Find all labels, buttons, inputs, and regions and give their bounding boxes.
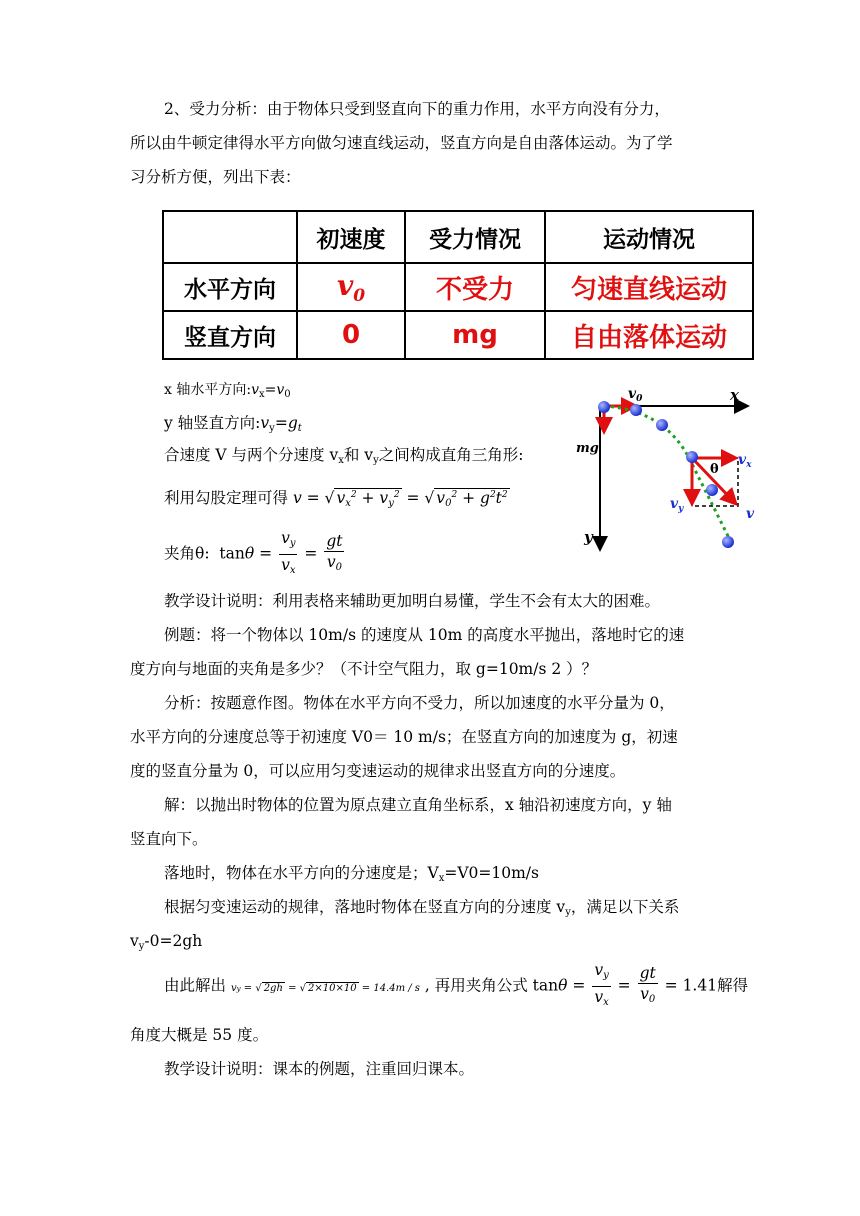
para1-line1: 2、受力分析：由于物体只受到竖直向下的重力作用，水平方向没有分力， bbox=[164, 100, 670, 118]
degree-line: 角度大概是 55 度。 bbox=[130, 1026, 269, 1044]
table-header-force: 受力情况 bbox=[405, 211, 545, 263]
note2: 教学设计说明：课本的例题，注重回归课本。 bbox=[164, 1060, 475, 1078]
example-line1: 例题：将一个物体以 10m/s 的速度从 10m 的高度水平抛出，落地时它的速 bbox=[164, 626, 685, 644]
table-header-v0: 初速度 bbox=[297, 211, 405, 263]
angle-line: 夹角θ: tanθ = $\frac{v_y}{v_x}$ = $\frac{gt}{v_0}$ bbox=[164, 529, 343, 576]
vy-label: $v_y$ bbox=[670, 496, 684, 514]
ball bbox=[686, 451, 698, 463]
table-header-motion: 运动情况 bbox=[545, 211, 753, 263]
para1-line2: 所以由牛顿定律得水平方向做匀速直线运动，竖直方向是自由落体运动。为了学 bbox=[130, 134, 673, 152]
note1: 教学设计说明：利用表格来辅助更加明白易懂，学生不会有太大的困难。 bbox=[164, 592, 661, 610]
combined-line: 合速度 V 与两个分速度 $v_x$和 $v_y$之间构成直角三角形: bbox=[164, 446, 524, 466]
table-cell-v0: 0 bbox=[297, 311, 405, 359]
analysis-line1: 分析：按题意作图。物体在水平方向不受力，所以加速度的水平分量为 0， bbox=[164, 694, 675, 712]
ball bbox=[598, 401, 610, 413]
theta-label: θ bbox=[710, 462, 719, 477]
landing-line: 落地时，物体在水平方向的分速度是；$V_x=V0=10m/s$ bbox=[164, 864, 539, 884]
motion-table bbox=[162, 210, 754, 360]
solution-line2: 竖直向下。 bbox=[130, 830, 208, 848]
y-axis-line: y 轴竖直方向$:v_y=g_t$ bbox=[164, 414, 302, 434]
x-axis-line: x 轴水平方向$:v_x=v_0$ bbox=[164, 382, 291, 400]
ball bbox=[630, 404, 642, 416]
y-label: y bbox=[584, 528, 593, 546]
table-row-label: 竖直方向 bbox=[163, 311, 297, 359]
v0-label: $v_0$ bbox=[628, 386, 643, 404]
analysis-line2: 水平方向的分速度总等于初速度 V0＝ 10 m/s；在竖直方向的加速度为 g，初速 bbox=[130, 728, 678, 746]
table-cell-v0: $v_0$ bbox=[297, 263, 405, 311]
ball bbox=[706, 484, 718, 496]
table-header-empty bbox=[163, 211, 297, 263]
table-cell-force: mg bbox=[405, 311, 545, 359]
pythagoras-line: 利用勾股定理可得 v = √ $v_x^2 + v_y^2$ = √ $v_0^2 + g^2t^2$ bbox=[164, 489, 508, 510]
solution-line1: 解：以抛出时物体的位置为原点建立直角坐标系，x 轴沿初速度方向，y 轴 bbox=[164, 796, 672, 814]
table-row-label: 水平方向 bbox=[163, 263, 297, 311]
ball bbox=[722, 536, 734, 548]
table-cell-force: 不受力 bbox=[405, 263, 545, 311]
rule-line1: 根据匀变速运动的规律，落地时物体在竖直方向的分速度 $v_y$，满足以下关系 bbox=[164, 898, 680, 918]
ball bbox=[656, 419, 668, 431]
table-cell-motion: 自由落体运动 bbox=[545, 311, 753, 359]
para1-line3: 习分析方便，列出下表： bbox=[130, 168, 301, 186]
v-label: v bbox=[746, 506, 755, 522]
x-label: x bbox=[730, 386, 739, 404]
rule-line2: $v_y-0=2gh$ bbox=[130, 932, 203, 952]
example-line2: 度方向与地面的夹角是多少？（不计空气阻力，取 g=10m/s 2 ）？ bbox=[130, 660, 598, 678]
projectile-diagram bbox=[570, 380, 770, 560]
solve-line: 由此解出 vy = √ 2gh = √ 2×10×10 = 14.4m / s , 再用夹角公式 tanθ = $\frac{v_y}{v_x}$ = $\frac{gt}{v_0}$ = 1.41解得 bbox=[164, 961, 749, 1008]
table-cell-motion: 匀速直线运动 bbox=[545, 263, 753, 311]
analysis-line3: 度的竖直分量为 0，可以应用匀变速运动的规律求出竖直方向的分速度。 bbox=[130, 762, 626, 780]
vx-label: $v_x$ bbox=[738, 452, 752, 470]
mg-label: mg bbox=[576, 441, 599, 456]
